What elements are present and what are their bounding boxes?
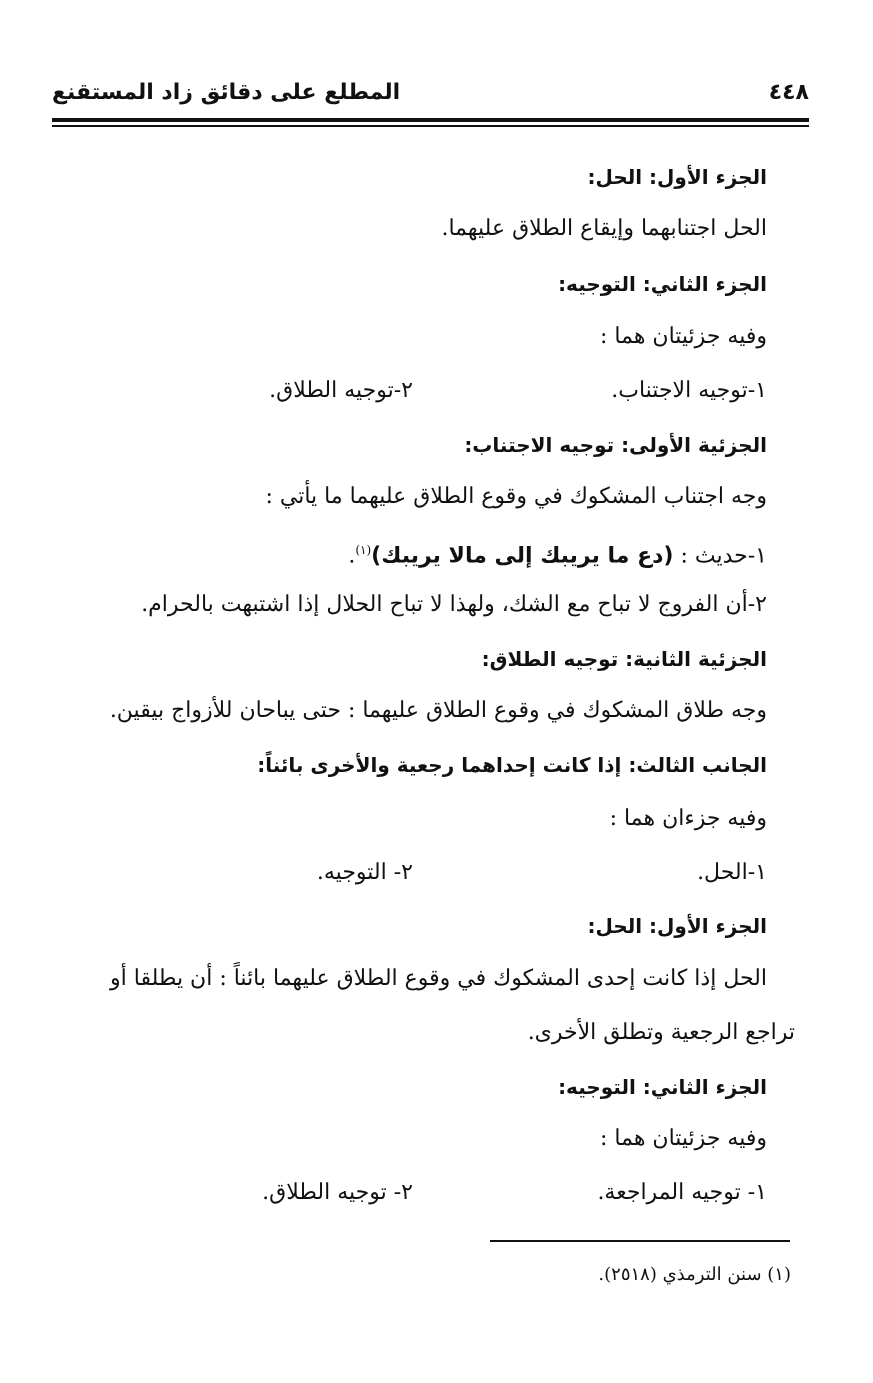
list-item: ٢- التوجيه. <box>316 860 413 885</box>
paragraph: الحل اجتنابهما وإيقاع الطلاق عليهما. <box>441 216 767 241</box>
running-header <box>52 80 809 120</box>
paragraph: تراجع الرجعية وتطلق الأخرى. <box>527 1020 795 1045</box>
hadith-end: . <box>348 543 356 569</box>
heading-part-one: الجزء الأول: الحل: <box>587 165 767 189</box>
paragraph: وجه اجتناب المشكوك في وقوع الطلاق عليهما ما يأتي : <box>265 484 767 509</box>
page-number: ٤٤٨ <box>768 80 809 105</box>
heading-part-two: الجزء الثاني: التوجيه: <box>558 1075 767 1099</box>
hadith-prefix: ١-حديث : <box>673 543 767 569</box>
paragraph: وفيه جزئيتان هما : <box>600 1126 767 1151</box>
list-item: ١- توجيه المراجعة. <box>597 1180 767 1205</box>
paragraph: وفيه جزءان هما : <box>609 806 767 831</box>
header-rule-thick <box>52 118 809 122</box>
hadith-text: (دع ما يريبك إلى مالا يريبك) <box>371 543 674 569</box>
heading-part-two: الجزء الثاني: التوجيه: <box>558 272 767 296</box>
list-item: ٢-توجيه الطلاق. <box>269 378 413 403</box>
paragraph: وجه طلاق المشكوك في وقوع الطلاق عليهما : حتى يباحان للأزواج بيقين. <box>109 698 767 723</box>
paragraph: الحل إذا كانت إحدى المشكوك في وقوع الطلاق عليهما بائناً : أن يطلقا أو <box>110 966 767 991</box>
list-item: ٢- توجيه الطلاق. <box>262 1180 413 1205</box>
footnote: (١) سنن الترمذي (٢٥١٨). <box>598 1264 791 1285</box>
list-item: ١-توجيه الاجتناب. <box>611 378 767 403</box>
heading-subpart-two: الجزئية الثانية: توجيه الطلاق: <box>481 647 767 671</box>
hadith-line <box>348 535 767 571</box>
footnote-marker[interactable]: (١) <box>355 543 372 557</box>
paragraph: ٢-أن الفروج لا تباح مع الشك، ولهذا لا تباح الحلال إذا اشتبهت بالحرام. <box>141 592 767 617</box>
heading-part-one: الجزء الأول: الحل: <box>587 914 767 938</box>
heading-third-aspect: الجانب الثالث: إذا كانت إحداهما رجعية والأخرى بائناً: <box>257 753 767 777</box>
header-rule-thin <box>52 125 809 127</box>
footnote-separator <box>490 1240 790 1242</box>
heading-subpart-one: الجزئية الأولى: توجيه الاجتناب: <box>464 433 767 457</box>
book-title: المطلع على دقائق زاد المستقنع <box>52 80 401 105</box>
list-item: ١-الحل. <box>697 860 767 885</box>
paragraph: وفيه جزئيتان هما : <box>600 324 767 349</box>
